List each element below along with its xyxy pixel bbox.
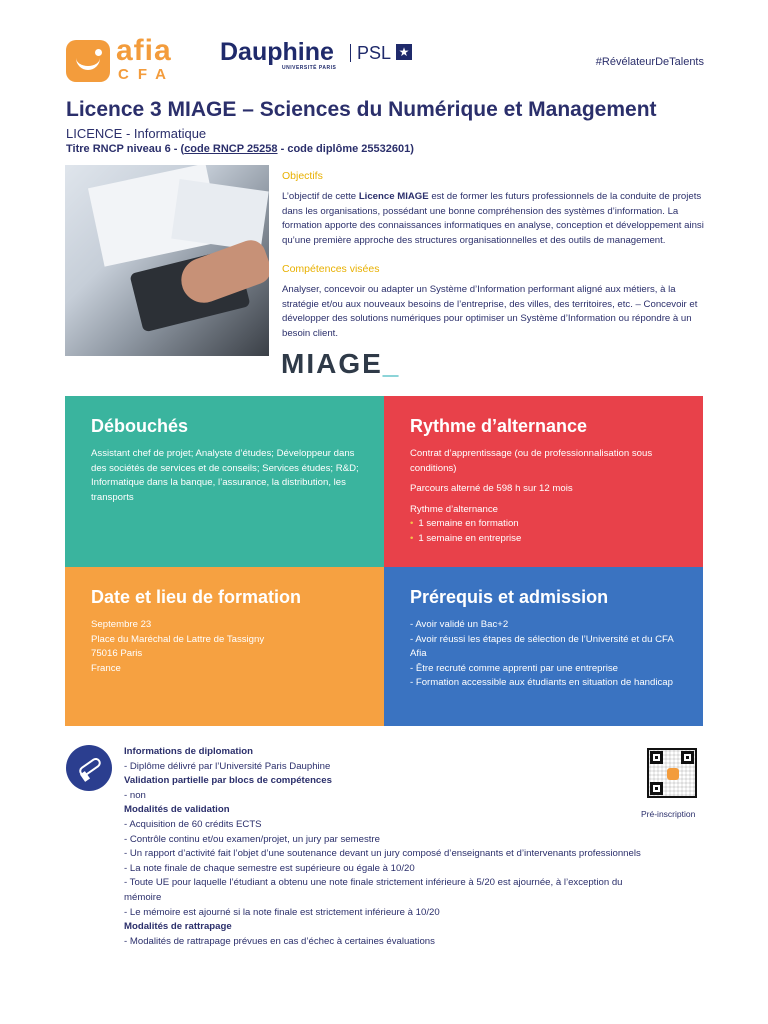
rythme-subheading: Rythme d’alternance: [410, 503, 498, 515]
logo-separator: [350, 44, 351, 62]
list-item: - Le mémoire est ajourné si la note finale est strictement inférieure à 10/20: [124, 906, 440, 918]
diplomation-info: [124, 745, 644, 949]
list-item: - Un rapport d’activité fait l’objet d’une soutenance devant un jury composé d’enseignants et d’intervenants professionnels: [124, 848, 641, 860]
afia-smile-icon: [66, 40, 110, 82]
diplomation-heading: Informations de diplomation: [124, 746, 253, 757]
list-item: - Toute UE pour laquelle l’étudiant a obtenu une note finale strictement inférieure à 5/20 est ajournée, à l’exception du mémoire: [124, 877, 623, 903]
qr-logo-icon: [667, 768, 679, 780]
afia-logo-cfa: CFA: [118, 66, 175, 83]
competences-text: Analyser, concevoir ou adapter un Système d’Information performant aligné aux métiers, à la stratégie et/ou aux nouveaux besoins de l’entreprise, des villes, des territoires, etc. – Concevoir et développer des solutions numériques pour optimiser un Système d’Information ou répondre à un besoin client.: [282, 284, 698, 339]
prerequis-title: Prérequis et admission: [410, 587, 609, 607]
modalites-validation-heading: Modalités de validation: [124, 804, 230, 816]
calculator-photo: [65, 165, 269, 356]
prerequis-box: [384, 567, 703, 726]
miage-logo: MIAGE_: [281, 348, 401, 379]
rncp-suffix: - code diplôme 25532601): [277, 143, 414, 155]
objectifs-heading: Objectifs: [282, 170, 323, 182]
address-line: Place du Maréchal de Lattre de Tassigny: [91, 633, 265, 645]
date-lieu-title: Date et lieu de formation: [91, 587, 302, 607]
postcode-line: 75016 Paris: [91, 648, 143, 660]
date-line: Septembre 23: [91, 619, 152, 630]
list-item: - Être recruté comme apprenti par une entreprise: [410, 662, 618, 674]
rythme-title: Rythme d’alternance: [410, 416, 588, 436]
rattrapage-heading: Modalités de rattrapage: [124, 921, 232, 933]
date-lieu-box: [65, 567, 384, 726]
list-item: - Avoir validé un Bac+2: [410, 619, 509, 630]
rythme-parcours: Parcours alterné de 598 h sur 12 mois: [410, 483, 573, 495]
psl-logo-text: PSL: [357, 43, 392, 63]
dauphine-logo-name: Dauphine: [220, 38, 334, 66]
page-subtitle: LICENCE - Informatique: [66, 126, 207, 141]
country-line: France: [91, 662, 121, 674]
afia-logo-word: afia: [116, 34, 172, 67]
rattrapage-line: - Modalités de rattrapage prévues en cas d’échec à certaines évaluations: [124, 935, 435, 947]
list-item: - Avoir réussi les étapes de sélection de l’Université et du CFA Afia: [410, 633, 674, 660]
list-item: • 1 semaine en entreprise: [410, 532, 683, 547]
objectifs-text: L’objectif de cette Licence MIAGE est de former les futurs professionnels de la conduite de projets dans les organisations, possédant une bonne compréhension des systèmes d’information. La formation apporte des connaissances informatiques en analyse, conception et développement ainsi qu’une première approche des structures organisationnelles et des outils de management.: [282, 191, 704, 246]
list-item: • 1 semaine en formation: [410, 517, 683, 532]
list-item: - Contrôle continu et/ou examen/projet, un jury par semestre: [124, 833, 380, 845]
debouches-text: Assistant chef de projet; Analyste d’études; Développeur dans des sociétés de services et de conseils; Services études; R&D; Informatique dans la banque, l’assurance, la distribution, les transports: [91, 448, 359, 503]
validation-partielle-line: - non: [124, 789, 146, 801]
objectifs-bold: Licence MIAGE: [358, 191, 429, 202]
hashtag[interactable]: #RévélateurDeTalents: [595, 56, 704, 68]
rncp-prefix: Titre RNCP niveau 6 - (: [66, 143, 185, 155]
dauphine-logo-sub: UNIVERSITÉ PARIS: [282, 65, 337, 71]
afia-cfa-logo[interactable]: [66, 36, 186, 86]
debouches-box: [65, 396, 384, 567]
rncp-code-link[interactable]: code RNCP 25258: [184, 143, 278, 155]
preinscription-link[interactable]: Pré-inscription: [641, 809, 696, 819]
rythme-contract: Contrat d’apprentissage (ou de professionnalisation sous conditions): [410, 448, 653, 474]
list-item: - Formation accessible aux étudiants en situation de handicap: [410, 677, 673, 689]
debouches-title: Débouchés: [91, 416, 189, 436]
validation-partielle-heading: Validation partielle par blocs de compétences: [124, 775, 332, 787]
rncp-line: [66, 143, 414, 155]
list-item: - Acquisition de 60 crédits ECTS: [124, 818, 262, 830]
rythme-box: [384, 396, 703, 567]
dauphine-psl-logo[interactable]: [220, 38, 420, 82]
diploma-icon: [66, 745, 112, 791]
rythme-list: [410, 517, 683, 546]
diplomation-line: - Diplôme délivré par l’Université Paris Dauphine: [124, 760, 331, 772]
header: [66, 36, 704, 86]
page-title: Licence 3 MIAGE – Sciences du Numérique et Management: [66, 98, 657, 121]
qr-code[interactable]: [647, 748, 697, 798]
psl-star-icon: ★: [396, 44, 412, 60]
competences-heading: Compétences visées: [282, 263, 380, 275]
list-item: - La note finale de chaque semestre est supérieure ou égale à 10/20: [124, 862, 415, 874]
